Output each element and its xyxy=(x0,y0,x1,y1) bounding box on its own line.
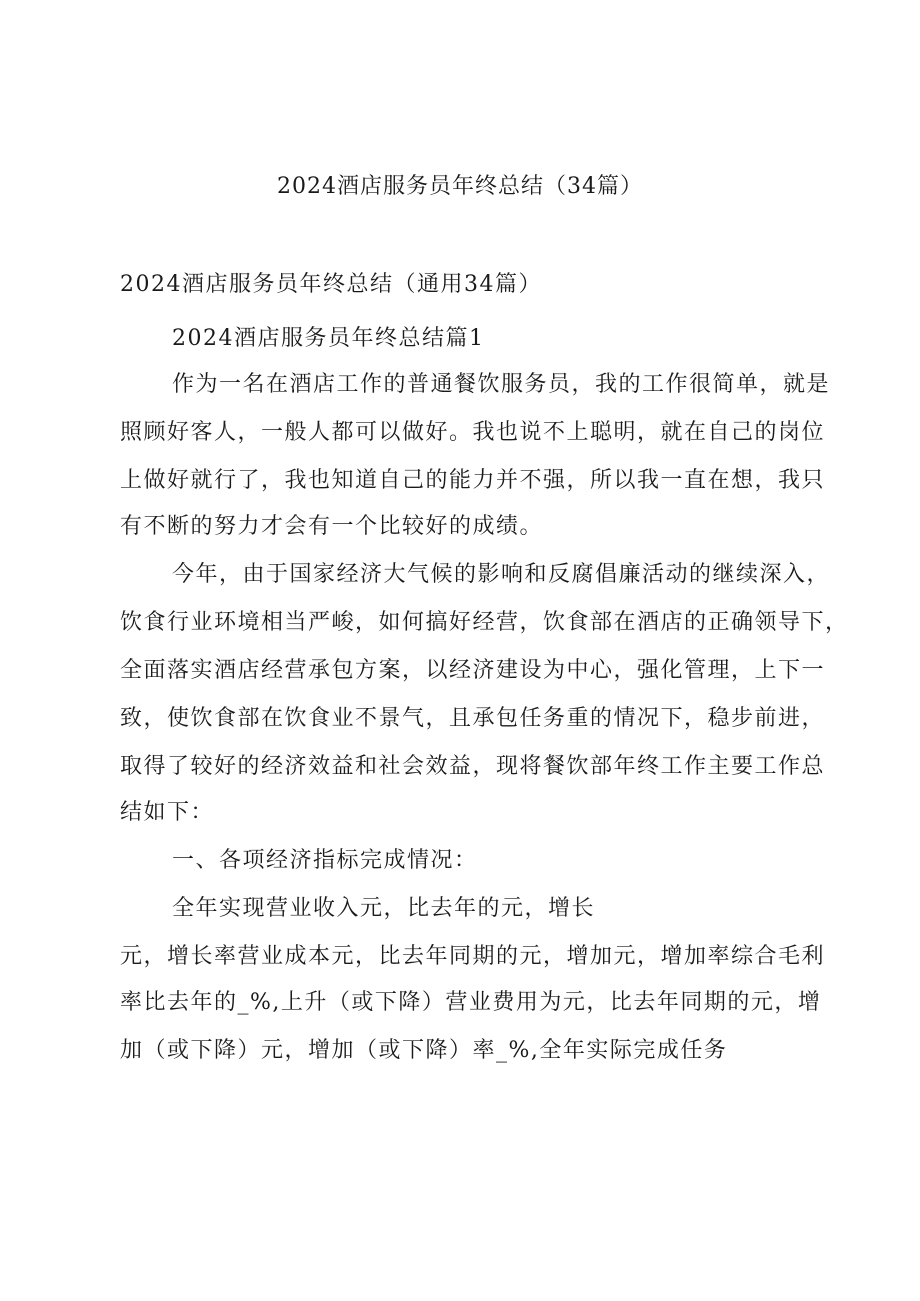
paragraph-2-line-3: 全面落实酒店经营承包方案，以经济建设为中心，强化管理，上下一 xyxy=(120,658,826,683)
paragraph-1-line-1: 作为一名在酒店工作的普通餐饮服务员，我的工作很简单，就是 xyxy=(172,372,831,397)
paragraph-3-line-2: 元，增长率营业成本元，比去年同期的元，增加元，增加率综合毛利 xyxy=(120,944,826,969)
paragraph-2-line-5: 取得了较好的经济效益和社会效益，现将餐饮部年终工作主要工作总 xyxy=(120,754,826,779)
paragraph-3-line-4: 加（或下降）元，增加（或下降）率_%,全年实际完成任务 xyxy=(120,1038,728,1063)
paragraph-3-line-3: 率比去年的_%,上升（或下降）营业费用为元，比去年同期的元，增 xyxy=(120,990,822,1015)
paragraph-1-line-4: 有不断的努力才会有一个比较好的成绩。 xyxy=(120,514,544,539)
paragraph-2-line-6: 结如下： xyxy=(120,800,215,825)
document-subtitle: 2024酒店服务员年终总结（通用34篇） xyxy=(120,272,542,297)
document-title: 2024酒店服务员年终总结（34篇） xyxy=(277,174,643,199)
paragraph-2-line-4: 致，使饮食部在饮食业不景气，且承包任务重的情况下，稳步前进， xyxy=(120,706,826,731)
paragraph-2-line-1: 今年，由于国家经济大气候的影响和反腐倡廉活动的继续深入， xyxy=(172,562,831,587)
paragraph-3-line-1: 全年实现营业收入元，比去年的元，增长 xyxy=(172,896,596,921)
paragraph-1-line-3: 上做好就行了，我也知道自己的能力并不强，所以我一直在想，我只 xyxy=(120,468,826,493)
chapter-heading: 2024酒店服务员年终总结篇1 xyxy=(172,326,485,351)
paragraph-2-line-2: 饮食行业环境相当严峻，如何搞好经营，饮食部在酒店的正确领导下， xyxy=(120,610,849,635)
paragraph-1-line-2: 照顾好客人，一般人都可以做好。我也说不上聪明，就在自己的岗位 xyxy=(120,420,826,445)
section-1-heading: 一、各项经济指标完成情况： xyxy=(172,848,478,873)
